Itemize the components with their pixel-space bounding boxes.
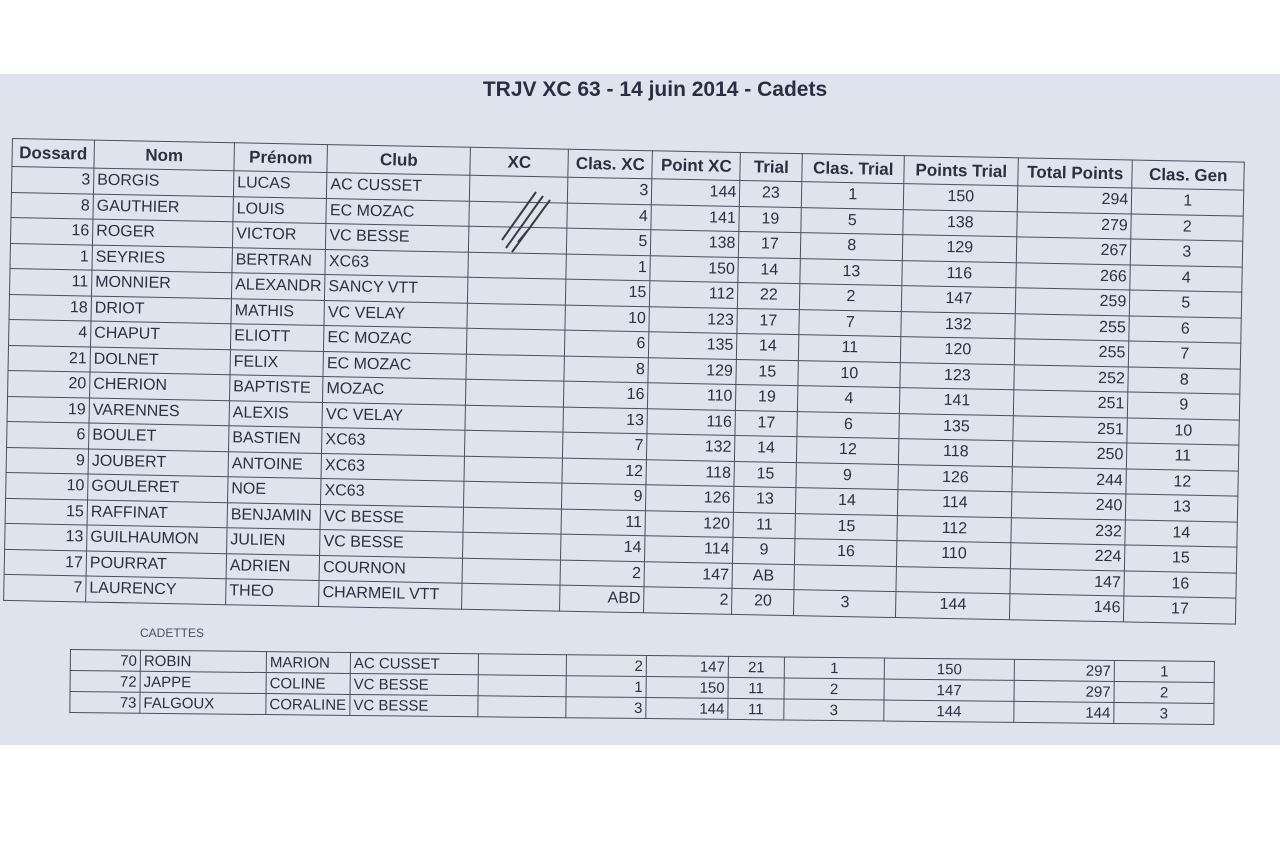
cell-total-points: 294 xyxy=(1018,186,1132,214)
header-points-trial: Points Trial xyxy=(904,156,1019,186)
cell-point-xc: 114 xyxy=(645,536,733,563)
cell-prenom: ALEXANDR xyxy=(231,273,325,300)
cell-point-xc: 138 xyxy=(651,230,739,257)
cell-clas-gen: 8 xyxy=(1128,366,1240,394)
header-prenom: Prénom xyxy=(234,143,328,173)
cell-club: VC BESSE xyxy=(326,224,469,252)
cell-trial: 11 xyxy=(733,512,795,539)
cell-prenom: BASTIEN xyxy=(229,426,323,453)
cell-clas-trial: 8 xyxy=(801,233,903,260)
cell-club: XC63 xyxy=(321,478,464,506)
cell-total-points: 250 xyxy=(1013,441,1127,469)
cell-prenom: BAPTISTE xyxy=(230,375,324,402)
cell-point-xc: 147 xyxy=(644,561,732,588)
cell-clas-trial: 3 xyxy=(794,590,896,617)
cell-clas-trial: 16 xyxy=(795,539,897,566)
cell-total-points: 146 xyxy=(1010,594,1124,622)
cell-nom: CHAPUT xyxy=(91,321,231,349)
cell-total-points: 267 xyxy=(1017,237,1131,265)
header-point-xc: Point XC xyxy=(652,151,741,181)
cell-dossard: 10 xyxy=(6,472,88,499)
cell-nom: POURRAT xyxy=(86,551,226,579)
cell-trial: 22 xyxy=(738,282,800,309)
cell-total-points: 297 xyxy=(1014,680,1114,702)
header-total-points: Total Points xyxy=(1018,158,1133,188)
cell-clas-gen: 17 xyxy=(1124,596,1236,624)
cell-points-trial: 123 xyxy=(900,362,1014,390)
cell-clas-gen: 16 xyxy=(1124,570,1236,598)
cell-clas-gen: 15 xyxy=(1125,545,1237,573)
cell-dossard: 15 xyxy=(5,498,87,525)
cell-points-trial xyxy=(896,566,1010,594)
cell-xc xyxy=(478,696,566,718)
cell-points-trial: 147 xyxy=(902,286,1016,314)
cell-point-xc: 147 xyxy=(646,656,728,678)
cell-total-points: 255 xyxy=(1015,313,1129,341)
cell-total-points: 147 xyxy=(1010,568,1124,596)
cell-dossard: 72 xyxy=(70,671,140,693)
cell-club: MOZAC xyxy=(323,377,466,405)
cell-clas-trial: 11 xyxy=(799,335,901,362)
cell-nom: JAPPE xyxy=(140,671,266,693)
cell-trial: 14 xyxy=(738,257,800,284)
cell-nom: ROBIN xyxy=(140,650,266,672)
cell-club: VC BESSE xyxy=(320,529,463,557)
cell-dossard: 73 xyxy=(70,692,140,714)
cell-prenom: THEO xyxy=(226,579,320,606)
cell-points-trial: 144 xyxy=(884,700,1014,722)
cell-points-trial: 114 xyxy=(898,490,1012,518)
cell-dossard: 13 xyxy=(5,523,87,550)
cell-clas-gen: 2 xyxy=(1114,681,1214,703)
cell-nom: DOLNET xyxy=(90,347,230,375)
cell-club: AC CUSSET xyxy=(350,652,478,674)
cell-clas-trial: 7 xyxy=(799,309,901,336)
cell-clas-xc: ABD xyxy=(560,585,644,612)
cell-clas-xc: 7 xyxy=(563,432,647,459)
cell-dossard: 8 xyxy=(11,192,93,219)
cell-clas-gen: 4 xyxy=(1130,264,1242,292)
cell-point-xc: 129 xyxy=(648,357,736,384)
cell-point-xc: 123 xyxy=(649,306,737,333)
cell-point-xc: 118 xyxy=(646,459,734,486)
cell-xc xyxy=(467,303,565,330)
cell-nom: RAFFINAT xyxy=(87,500,227,528)
cell-club: VC VELAY xyxy=(322,402,465,430)
cell-xc xyxy=(468,277,566,304)
cell-xc xyxy=(464,481,562,508)
cell-total-points: 244 xyxy=(1012,466,1126,494)
cell-point-xc: 150 xyxy=(650,255,738,282)
cell-total-points: 297 xyxy=(1014,659,1114,681)
cell-trial: 17 xyxy=(739,231,801,258)
cell-trial: 19 xyxy=(736,384,798,411)
cell-clas-trial: 15 xyxy=(795,513,897,540)
cell-nom: GUILHAUMON xyxy=(87,525,227,553)
cell-nom: SEYRIES xyxy=(92,245,232,273)
header-xc: XC xyxy=(470,147,569,177)
cell-nom: DRIOT xyxy=(91,296,231,324)
cell-total-points: 259 xyxy=(1016,288,1130,316)
cell-xc xyxy=(464,456,562,483)
cell-dossard: 16 xyxy=(10,217,92,244)
cell-prenom: ALEXIS xyxy=(229,400,323,427)
cell-trial: 15 xyxy=(736,359,798,386)
cell-clas-trial: 10 xyxy=(798,360,900,387)
header-clas-trial: Clas. Trial xyxy=(802,154,905,184)
cell-xc xyxy=(466,379,564,406)
cell-clas-gen: 5 xyxy=(1130,290,1242,318)
cell-trial: 13 xyxy=(734,486,796,513)
cell-clas-xc: 2 xyxy=(566,655,646,677)
cell-clas-xc: 3 xyxy=(568,177,652,204)
cell-club: XC63 xyxy=(325,249,468,277)
cell-point-xc: 110 xyxy=(648,383,736,410)
cell-clas-trial: 2 xyxy=(784,678,884,700)
cell-prenom: JULIEN xyxy=(227,528,321,555)
cell-clas-gen: 1 xyxy=(1132,188,1244,216)
cell-clas-xc: 4 xyxy=(567,203,651,230)
cell-prenom: LUCAS xyxy=(233,171,327,198)
cell-trial: 14 xyxy=(737,333,799,360)
cell-points-trial: 147 xyxy=(884,679,1014,701)
cell-trial: 20 xyxy=(732,588,794,615)
cell-xc xyxy=(466,354,564,381)
cell-trial: 14 xyxy=(735,435,797,462)
cell-clas-xc: 6 xyxy=(565,330,649,357)
cell-dossard: 11 xyxy=(10,268,92,295)
cell-clas-trial: 1 xyxy=(784,657,884,679)
cell-prenom: NOE xyxy=(228,477,322,504)
cell-dossard: 21 xyxy=(8,345,90,372)
cell-nom: GAUTHIER xyxy=(93,194,233,222)
cell-clas-trial xyxy=(794,564,896,591)
header-clas-gen: Clas. Gen xyxy=(1132,160,1245,190)
cell-point-xc: 120 xyxy=(645,510,733,537)
cell-prenom: BENJAMIN xyxy=(227,502,321,529)
cell-total-points: 224 xyxy=(1011,543,1125,571)
cell-trial: 15 xyxy=(734,461,796,488)
cell-clas-xc: 11 xyxy=(561,509,645,536)
cadettes-label: CADETTES xyxy=(140,626,205,640)
cell-points-trial: 116 xyxy=(902,260,1016,288)
cell-nom: CHERION xyxy=(90,372,230,400)
cell-points-trial: 110 xyxy=(897,541,1011,569)
cell-xc xyxy=(462,558,560,585)
cell-clas-gen: 11 xyxy=(1127,443,1239,471)
cell-trial: 23 xyxy=(740,180,802,207)
cell-total-points: 251 xyxy=(1014,390,1128,418)
cell-club: COURNON xyxy=(319,555,462,583)
cell-points-trial: 150 xyxy=(904,184,1018,212)
cell-xc xyxy=(478,675,566,697)
header-nom: Nom xyxy=(94,140,235,171)
cell-prenom: MARION xyxy=(266,652,350,674)
cell-clas-gen: 2 xyxy=(1131,214,1243,242)
cell-clas-xc: 12 xyxy=(562,458,646,485)
header-trial: Trial xyxy=(740,152,803,181)
cell-clas-trial: 9 xyxy=(796,462,898,489)
cell-nom: ROGER xyxy=(92,219,232,247)
cell-nom: MONNIER xyxy=(91,270,231,298)
cell-prenom: COLINE xyxy=(266,673,350,695)
cell-dossard: 19 xyxy=(7,396,89,423)
handwritten-mark xyxy=(498,190,558,260)
cell-clas-trial: 6 xyxy=(797,411,899,438)
cell-trial: AB xyxy=(732,563,794,590)
cell-clas-trial: 5 xyxy=(801,207,903,234)
cell-clas-xc: 8 xyxy=(564,356,648,383)
cell-dossard: 18 xyxy=(9,294,91,321)
cell-dossard: 6 xyxy=(7,421,89,448)
cell-point-xc: 135 xyxy=(649,332,737,359)
cell-clas-xc: 10 xyxy=(565,305,649,332)
cell-clas-xc: 13 xyxy=(563,407,647,434)
header-dossard: Dossard xyxy=(12,139,95,169)
cell-xc xyxy=(463,507,561,534)
cell-club: AC CUSSET xyxy=(327,173,470,201)
cell-trial: 17 xyxy=(735,410,797,437)
cell-points-trial: 135 xyxy=(899,413,1013,441)
header-clas-xc: Clas. XC xyxy=(568,149,653,179)
cell-points-trial: 144 xyxy=(896,592,1010,620)
cell-clas-gen: 6 xyxy=(1129,315,1241,343)
cell-nom: BORGIS xyxy=(93,168,233,196)
cell-clas-gen: 1 xyxy=(1114,660,1214,682)
cell-nom: GOULERET xyxy=(88,474,228,502)
cell-prenom: BERTRAN xyxy=(232,247,326,274)
cell-clas-trial: 2 xyxy=(800,284,902,311)
cell-nom: LAURENCY xyxy=(86,576,226,604)
cell-points-trial: 120 xyxy=(901,337,1015,365)
cell-points-trial: 141 xyxy=(900,388,1014,416)
cell-prenom: LOUIS xyxy=(233,196,327,223)
cell-dossard: 4 xyxy=(9,319,91,346)
cell-nom: FALGOUX xyxy=(140,692,266,714)
cell-clas-gen: 3 xyxy=(1114,702,1214,724)
cell-point-xc: 126 xyxy=(646,485,734,512)
cell-total-points: 279 xyxy=(1017,211,1131,239)
cell-xc xyxy=(462,583,560,610)
cell-total-points: 255 xyxy=(1015,339,1129,367)
page-title: TRJV XC 63 - 14 juin 2014 - Cadets xyxy=(482,78,828,101)
cell-clas-xc: 1 xyxy=(566,254,650,281)
cell-clas-trial: 13 xyxy=(800,258,902,285)
cell-xc xyxy=(463,532,561,559)
cell-dossard: 3 xyxy=(11,167,93,194)
cell-xc xyxy=(478,654,566,676)
cell-clas-xc: 5 xyxy=(567,228,651,255)
cell-clas-xc: 15 xyxy=(566,279,650,306)
cell-point-xc: 132 xyxy=(647,434,735,461)
cell-prenom: VICTOR xyxy=(232,222,326,249)
cell-clas-gen: 3 xyxy=(1131,239,1243,267)
cell-clas-trial: 12 xyxy=(797,437,899,464)
cell-total-points: 240 xyxy=(1012,492,1126,520)
cell-clas-gen: 7 xyxy=(1129,341,1241,369)
cell-club: EC MOZAC xyxy=(326,198,469,226)
cell-points-trial: 126 xyxy=(898,464,1012,492)
cell-dossard: 9 xyxy=(6,447,88,474)
cell-clas-gen: 13 xyxy=(1126,494,1238,522)
cell-points-trial: 138 xyxy=(903,209,1017,237)
cell-xc xyxy=(465,430,563,457)
cell-clas-gen: 12 xyxy=(1126,468,1238,496)
cell-point-xc: 116 xyxy=(647,408,735,435)
cell-prenom: ADRIEN xyxy=(226,553,320,580)
cell-point-xc: 144 xyxy=(646,698,728,720)
cell-point-xc: 141 xyxy=(651,204,739,231)
cell-club: CHARMEIL VTT xyxy=(319,580,462,608)
cell-points-trial: 129 xyxy=(903,235,1017,263)
cell-total-points: 232 xyxy=(1011,517,1125,545)
cell-point-xc: 144 xyxy=(652,179,740,206)
cell-club: SANCY VTT xyxy=(325,275,468,303)
cell-dossard: 17 xyxy=(4,549,86,576)
cell-club: XC63 xyxy=(321,453,464,481)
cell-club: VC BESSE xyxy=(350,694,478,716)
cell-xc xyxy=(465,405,563,432)
cell-clas-xc: 16 xyxy=(564,381,648,408)
cell-clas-trial: 3 xyxy=(784,699,884,721)
cell-dossard: 20 xyxy=(8,370,90,397)
cell-point-xc: 150 xyxy=(646,677,728,699)
cell-clas-xc: 14 xyxy=(561,534,645,561)
cell-nom: BOULET xyxy=(89,423,229,451)
cell-points-trial: 112 xyxy=(897,515,1011,543)
cell-clas-trial: 1 xyxy=(802,182,904,209)
cell-prenom: ELIOTT xyxy=(230,324,324,351)
cell-dossard: 1 xyxy=(10,243,92,270)
cell-club: EC MOZAC xyxy=(323,351,466,379)
cell-point-xc: 112 xyxy=(650,281,738,308)
cell-nom: VARENNES xyxy=(89,398,229,426)
cell-clas-gen: 10 xyxy=(1127,417,1239,445)
cell-trial: 21 xyxy=(728,656,784,678)
cell-clas-xc: 9 xyxy=(562,483,646,510)
cell-points-trial: 150 xyxy=(884,658,1014,680)
cell-clas-xc: 2 xyxy=(560,560,644,587)
cadets-results-table xyxy=(3,138,1245,624)
cell-points-trial: 118 xyxy=(899,439,1013,467)
cell-prenom: MATHIS xyxy=(231,298,325,325)
header-club: Club xyxy=(327,145,471,176)
cell-club: VC VELAY xyxy=(324,300,467,328)
cell-clas-xc: 1 xyxy=(566,676,646,698)
cell-total-points: 144 xyxy=(1014,701,1114,723)
cell-club: VC BESSE xyxy=(350,673,478,695)
cell-trial: 17 xyxy=(737,308,799,335)
cell-total-points: 266 xyxy=(1016,262,1130,290)
cell-prenom: FELIX xyxy=(230,349,324,376)
cell-xc xyxy=(467,328,565,355)
cell-nom: JOUBERT xyxy=(88,449,228,477)
cell-clas-gen: 14 xyxy=(1125,519,1237,547)
cell-club: EC MOZAC xyxy=(324,326,467,354)
cell-total-points: 252 xyxy=(1014,364,1128,392)
cell-clas-gen: 9 xyxy=(1128,392,1240,420)
cell-dossard: 70 xyxy=(70,650,140,672)
cell-club: XC63 xyxy=(322,428,465,456)
cell-clas-trial: 14 xyxy=(796,488,898,515)
cell-point-xc: 2 xyxy=(644,587,732,614)
cadettes-results-table xyxy=(69,649,1215,725)
cell-trial: 11 xyxy=(728,698,784,720)
cell-points-trial: 132 xyxy=(901,311,1015,339)
cell-prenom: ANTOINE xyxy=(228,451,322,478)
cell-club: VC BESSE xyxy=(320,504,463,532)
cell-trial: 11 xyxy=(728,677,784,699)
cell-clas-trial: 4 xyxy=(798,386,900,413)
cell-prenom: CORALINE xyxy=(266,694,350,716)
cell-total-points: 251 xyxy=(1013,415,1127,443)
cell-dossard: 7 xyxy=(4,574,86,601)
cell-clas-xc: 3 xyxy=(566,697,646,719)
cell-trial: 19 xyxy=(739,206,801,233)
cell-trial: 9 xyxy=(733,537,795,564)
